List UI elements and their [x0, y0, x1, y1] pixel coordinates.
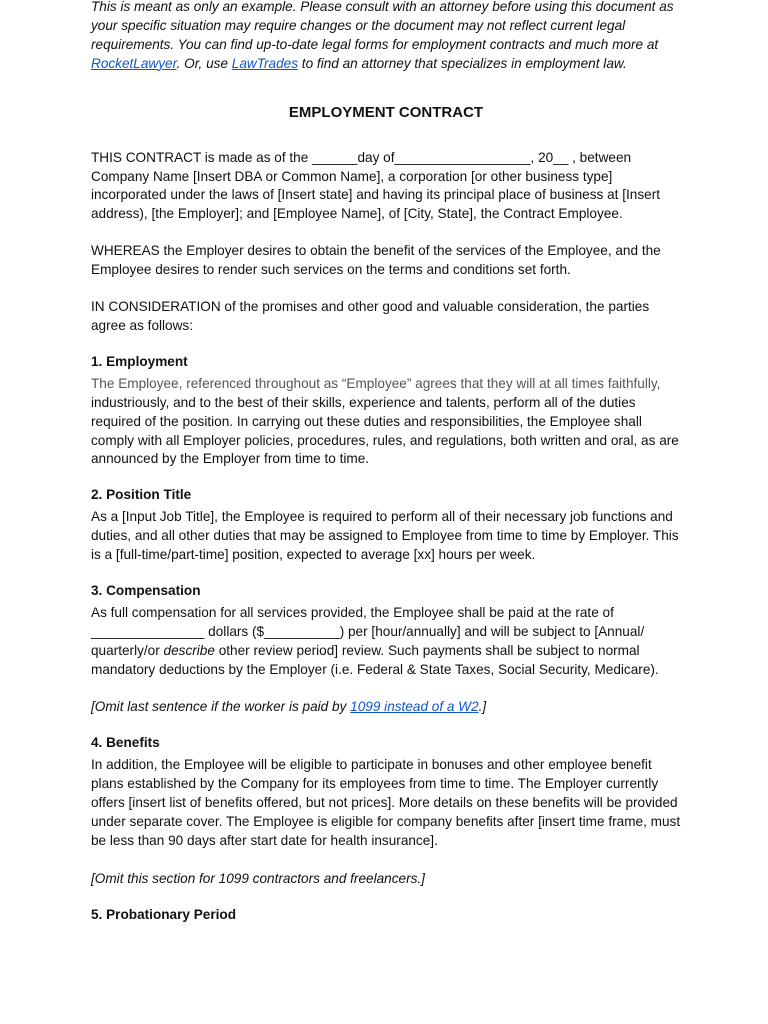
disclaimer-text-1: This is meant as only an example. Please consult with an attorney before using this document as your specific situation may require changes or the document may not reflect current legal requirements. You can find up-to-date legal forms for employment contracts and much more at	[91, 0, 674, 52]
section-heading-benefits: 4. Benefits	[91, 735, 160, 751]
section-heading-compensation: 3. Compensation	[91, 582, 201, 598]
document-page	[91, 0, 681, 928]
rocketlawyer-link[interactable]: RocketLawyer	[91, 55, 177, 71]
compensation-body-emphasis: describe	[163, 642, 215, 658]
compensation-note	[91, 698, 681, 717]
employment-body: industriously, and to the best of their skills, experience and talents, perform all of the duties required of the position. In carrying out these duties and responsibilities, the Employee shall comply with all Employer policies, procedures, rules, and regulations, both written and oral, as are announced by the Employer from time to time.	[91, 394, 679, 467]
section-heading-probation: 5. Probationary Period	[91, 906, 237, 922]
compensation-paragraph	[91, 604, 681, 680]
document-title: EMPLOYMENT CONTRACT	[288, 103, 484, 121]
lawtrades-link[interactable]: LawTrades	[231, 55, 299, 71]
w2-link[interactable]: 1099 instead of a W2	[350, 699, 479, 715]
employment-paragraph	[91, 375, 681, 470]
disclaimer-text-3: to find an attorney that specializes in employment law.	[298, 55, 627, 71]
consideration-paragraph: IN CONSIDERATION of the promises and other good and valuable consideration, the parties agree as follows:	[91, 299, 650, 333]
compensation-note-text-1: [Omit last sentence if the worker is paid by	[91, 699, 351, 715]
disclaimer-text-2: . Or, use	[176, 55, 232, 71]
benefits-paragraph: In addition, the Employee will be eligible to participate in bonuses and other employee benefit plans established by the Company for its employees from time to time. The Employer currently offers [insert list of benefits offered, but not prices]. More details on these benefits will be provided under separate cover. The Employee is eligible for company benefits after [insert time frame, must be less than 90 days after start date for health insurance].	[91, 757, 681, 848]
section-heading-employment: 1. Employment	[91, 353, 188, 369]
preamble-paragraph: THIS CONTRACT is made as of the ______day of__________________, 20__ , between Company Name [Insert DBA or Common Name], a corporation [or other business type] incorporated under the laws of [Insert state] and having its principal place of business at [Insert address), [the Employer]; and [Employee Name], of [City, State], the Contract Employee.	[91, 149, 660, 222]
compensation-note-text-2: .]	[478, 699, 487, 715]
compensation-body-2: other review period] review. Such payments shall be subject to normal mandatory deductions by the Employer (i.e. Federal & State Taxes, Social Security, Medicare).	[91, 642, 659, 677]
position-paragraph: As a [Input Job Title], the Employee is required to perform all of their necessary job functions and duties, and all other duties that may be assigned to Employee from time to time by Employer. This is a [full-time/part-time] position, expected to average [xx] hours per week.	[91, 509, 679, 563]
section-heading-position: 2. Position Title	[91, 487, 192, 503]
whereas-paragraph: WHEREAS the Employer desires to obtain the benefit of the services of the Employee, and the Employee desires to render such services on the terms and conditions set forth.	[91, 243, 661, 278]
compensation-body-1: As full compensation for all services provided, the Employee shall be paid at the rate of _______________ dollars ($__________) per [hour/annually] and will be subject to [Annual/ quarterly/or	[91, 604, 645, 658]
employment-first-line: The Employee, referenced throughout as “Employee” agrees that they will at all times faithfully,	[91, 375, 661, 391]
disclaimer-paragraph	[91, 0, 681, 74]
benefits-note: [Omit this section for 1099 contractors and freelancers.]	[91, 870, 425, 886]
